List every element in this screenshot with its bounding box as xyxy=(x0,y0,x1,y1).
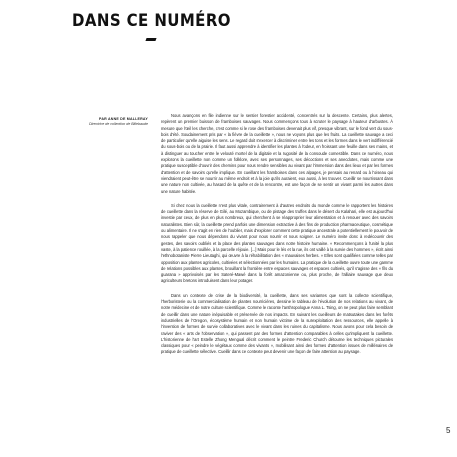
page-title: DANS CE NUMÉRO xyxy=(72,10,231,31)
paragraph-3: Dans un contexte de crise de la biodiversité, la cueillette, dans ses variantes que sont la collecte scientifique, l'herboristerie ou la commercialisation de plantes nourricières, dessine le tableau de l'évolution de nos relations au vivant, de notre médecine et de notre culture scientifique. Comme le raconte l'anthropologue Anna L. Tsing, on ne peut plus faire semblant de cueillir dans une nature inépuisable et préservée de nos impacts. En suivant les cueilleurs de matsutakes dans les forêts industrielles de l'Oregon, écosystème humain et non humain victime de la surexploitation des ressources, elle appelle à l'invention de formes de survie collaboratives avec le vivant dans les ruines du capitalisme. Nous avons pour cela besoin de raviver des « arts de l'observation », qui passent par des formes d'attention comparables à celles qu'impliquent la cueillette. L'historienne de l'art Estelle Zhong Mengual décrit comment le peintre Frederic Church détourne les techniques picturales classiques pour « peindre le végétaux comme des vivants », mobilisant ainsi des formes d'attention issues de millénaires de pratique de cueillette sélective. Cueillir dans ce contexte peut devenir une façon de faire attention au paysage. xyxy=(161,292,393,355)
page-number: 5 xyxy=(446,426,451,435)
author-name: PAR ANNE DE MALLERAY xyxy=(99,117,148,121)
paragraph-1: Nous avançons en file indienne sur le sentier forestier accidenté, concentrés sur la descente. Certains, plus alertes, repèrent un premier buisson de framboises sauvages. Nous commençons tous à scruter le paysage à hauteur d'arbustes. À mesure que l'œil les cherche, c'est comme si le rose des framboises devenait plus vif, presque vibrant, sur le fond vert du sous-bois d'été. Soudainement pris par « la fièvre de la cueillette », nous ne voyons plus que les fruits. La cueillette sauvage a ceci de particulier qu'elle aiguise les sens. Le regard doit s'exercer à discriminer entre les tons et les formes dans le vert indifférencié du sous-bois ou de la prairie. Il faut aussi apprendre à identifier les plantes à l'odeur, en froissant une feuille dans ses mains, et à distinguer au toucher entre le velouté mortel de la digitale et la rugosité de la consoude comestible. Dans ce numéro, nous explorons la cueillette non comme un folklore, avec ses personnages, ses décoctions et ses anecdotes, mais comme une pratique susceptible d'ouvrir des chemins pour nous rendre sensibles au vivant par l'immersion dans des lieux et par les formes d'attention et de savoirs qu'elle implique. En cueillant les framboises dans ces alpages, je pensais au renard ou à l'oiseau qui viendraient peut-être se nourrir au même endroit et à la joie qu'ils auraient, eux aussi, à les trouver. Cueillir se nourrissant dans une nature non cultivée, au hasard de la quête et de la rencontre, est une façon de se sentir un vivant parmi les autres dans une nature habitée. xyxy=(161,113,393,194)
title-dash-ornament xyxy=(145,38,156,41)
author-byline xyxy=(58,117,148,127)
author-role: Directrice de collection de Billebaude xyxy=(89,122,148,126)
article-body xyxy=(161,113,393,364)
paragraph-2: Si chez nous la cueillette n'est plus vitale, contrairement à d'autres endroits du monde comme le rapportent les histoires de cueillette dans la réserve de Gilé, au Mozambique, ou de pistage des truffes dans le désert du Kalahari, elle est aujourd'hui investie par ceux, de plus en plus nombreux, qui cherchent à se réapproprier leur alimentation et à renouer avec des savoirs naturalistes. Bien sûr, la cueillette prend parfois une dimension extractive à des fins de production pharmaceutique, cosmétique ou alimentaire. Il ne s'agit en rien de l'oublier, mais d'explorer comment cette pratique ancestrale a potentiellement le pouvoir de nous rappeler que nous dépendons du vivant pour nous nourrir et nous soigner. Le numéro invite donc à redécouvrir des gestes, des savoirs oubliés et la place des plantes sauvages dans notre histoire humaine. « Recommençons à l'unité la plus vaste, à la patience rouillée, à la parcelle réjouie. [...] Mais pour le lés et la rue, ils ont vaillé à la survie des hommes », écrit ainsi l'ethnobotaniste Pierre Lieutaghi, qui œuvre à la réhabilitation des « mauvaises herbes. » Elles sont qualifiées comme telles par opposition aux plantes agricoles, cultivées et sélectionnées par les humains. La pratique de la cueillette ouvre toute une gamme de relations possibles aux plantes, brouillant la frontière entre espaces sauvages et espaces cultivés, qu'il s'agisse des « fils du guarana » apprivoisés par les Sateré-Mawé dans la forêt amazonienne ou, plus proche, de l'alliaire sauvage que deux agriculteurs bretons introduisent dans leur potager. xyxy=(161,202,393,284)
